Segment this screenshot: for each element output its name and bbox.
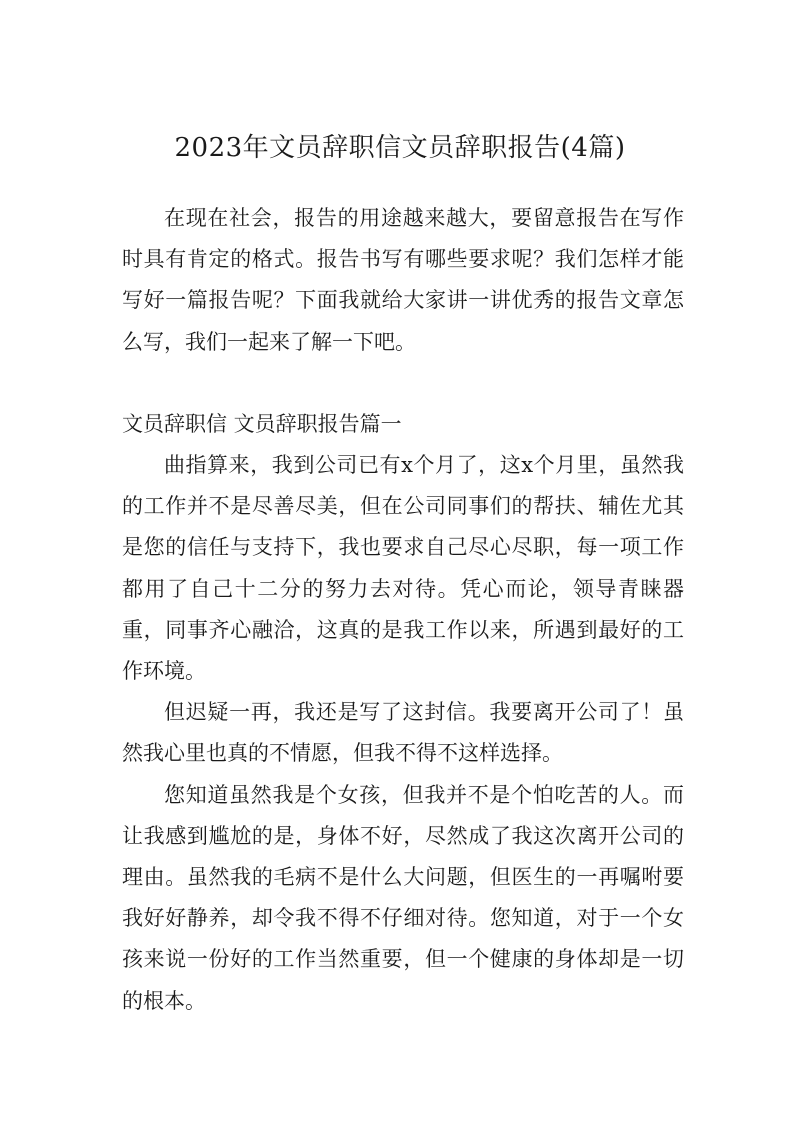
body-paragraph: 曲指算来，我到公司已有x个月了，这x个月里，虽然我的工作并不是尽善尽美，但在公司同事们的帮扶、辅佐尤其是您的信任与支持下，我也要求自己尽心尽职，每一项工作都用了自己十二分的努力去对待。凭心而论，领导青睐器重，同事齐心融洽，这真的是我工作以来，所遇到最好的工作环境。	[122, 453, 684, 684]
intro-paragraph: 在现在社会，报告的用途越来越大，要留意报告在写作时具有肯定的格式。报告书写有哪些要求呢？我们怎样才能写好一篇报告呢？下面我就给大家讲一讲优秀的报告文章怎么写，我们一起来了解一下吧。	[122, 206, 684, 354]
page-title: 2023年文员辞职信文员辞职报告(4篇)	[174, 133, 626, 163]
section-heading: 文员辞职信 文员辞职报告篇一	[122, 411, 402, 436]
body-paragraph: 您知道虽然我是个女孩，但我并不是个怕吃苦的人。而让我感到尴尬的是，身体不好，尽然成了我这次离开公司的理由。虽然我的毛病不是什么大问题，但医生的一再嘱咐要我好好静养，却令我不得不仔细对待。您知道，对于一个女孩来说一份好的工作当然重要，但一个健康的身体却是一切的根本。	[122, 782, 684, 1013]
body-paragraph: 但迟疑一再，我还是写了这封信。我要离开公司了！虽然我心里也真的不情愿，但我不得不这样选择。	[122, 700, 684, 766]
document-body	[122, 198, 684, 1022]
